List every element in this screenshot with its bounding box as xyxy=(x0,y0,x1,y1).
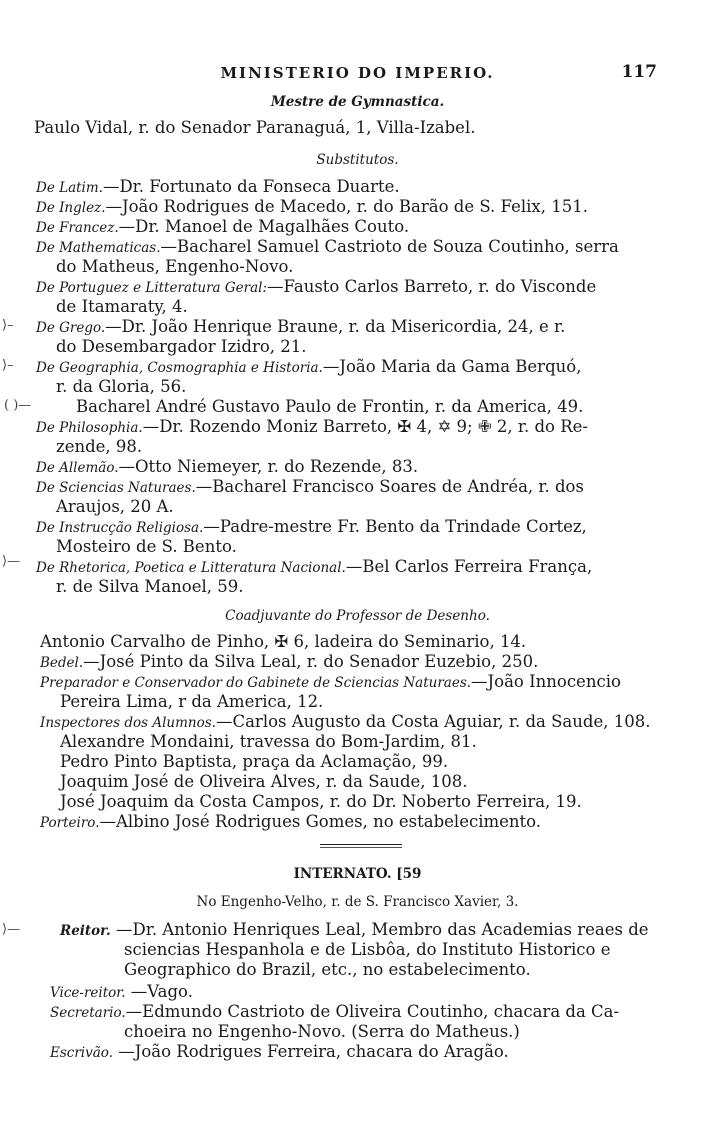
entry-line: Antonio Carvalho de Pinho, ✠ 6, ladeira do Seminario, 14. xyxy=(40,632,527,651)
entry-line: Vice-reitor. —Vago. xyxy=(50,982,193,1001)
entry-line: do Desembargador Izidro, 21. xyxy=(56,337,307,356)
entry-line: Inspectores dos Alumnos.—Carlos Augusto da Costa Aguiar, r. da Saude, 108. xyxy=(40,712,651,731)
entry-line: De Mathematicas.—Bacharel Samuel Castrioto de Souza Coutinho, serra xyxy=(36,237,619,256)
entry-line: De Philosophia.—Dr. Rozendo Moniz Barreto, ✠ 4, ✡ 9; ✙ 2, r. do Re- xyxy=(36,417,588,436)
entry-line: Porteiro.—Albino José Rodrigues Gomes, no estabelecimento. xyxy=(40,812,542,831)
entry-line: r. de Silva Manoel, 59. xyxy=(56,577,244,596)
entry-line: Pereira Lima, r da America, 12. xyxy=(60,692,324,711)
section-subheading: No Engenho-Velho, r. de S. Francisco Xavier, 3. xyxy=(196,894,519,910)
margin-mark-icon: ⟩– xyxy=(2,318,14,333)
entry-line: Mosteiro de S. Bento. xyxy=(56,537,237,556)
running-head: MINISTERIO DO IMPERIO. xyxy=(220,64,495,82)
entry-line: de Itamaraty, 4. xyxy=(56,297,188,316)
entry-line: Reitor. —Dr. Antonio Henriques Leal, Membro das Academias reaes de xyxy=(60,920,649,939)
entry-line: Araujos, 20 A. xyxy=(56,497,174,516)
entry-line: De Inglez.—João Rodrigues de Macedo, r. do Barão de S. Felix, 151. xyxy=(36,197,588,216)
entry-line: Paulo Vidal, r. do Senador Paranaguá, 1, Villa-Izabel. xyxy=(34,118,476,137)
divider-rule xyxy=(320,844,402,845)
entry-line: De Sciencias Naturaes.—Bacharel Francisco Soares de Andréa, r. dos xyxy=(36,477,584,496)
entry-line: De Rhetorica, Poetica e Litteratura Nacional.—Bel Carlos Ferreira França, xyxy=(36,557,593,576)
entry-line: do Matheus, Engenho-Novo. xyxy=(56,257,294,276)
entry-line: Preparador e Conservador do Gabinete de Sciencias Naturaes.—João Innocencio xyxy=(40,672,621,691)
entry-line: Bedel.—José Pinto da Silva Leal, r. do Senador Euzebio, 250. xyxy=(40,652,539,671)
margin-mark-icon: ⟩— xyxy=(2,922,21,937)
margin-mark-icon: ⟩– xyxy=(2,358,14,373)
entry-line: De Instrucção Religiosa.—Padre-mestre Fr. Bento da Trindade Cortez, xyxy=(36,517,587,536)
entry-line: De Francez.—Dr. Manoel de Magalhães Couto. xyxy=(36,217,410,236)
entry-line: De Grego.—Dr. João Henrique Braune, r. da Misericordia, 24, e r. xyxy=(36,317,566,336)
page-number: 117 xyxy=(621,62,657,82)
entry-line: Alexandre Mondaini, travessa do Bom-Jardim, 81. xyxy=(60,732,477,751)
entry-line: José Joaquim da Costa Campos, r. do Dr. Noberto Ferreira, 19. xyxy=(60,792,582,811)
entry-line: Secretario.—Edmundo Castrioto de Oliveira Coutinho, chacara da Ca- xyxy=(50,1002,620,1021)
entry-line: Joaquim José de Oliveira Alves, r. da Saude, 108. xyxy=(60,772,468,791)
entry-line: De Allemão.—Otto Niemeyer, r. do Rezende, 83. xyxy=(36,457,419,476)
entry-line: Escrivão. —João Rodrigues Ferreira, chacara do Aragão. xyxy=(50,1042,509,1061)
divider-rule xyxy=(320,847,402,848)
section-heading: Mestre de Gymnastica. xyxy=(270,94,445,110)
entry-line: choeira no Engenho-Novo. (Serra do Matheus.) xyxy=(124,1022,520,1041)
margin-mark-icon: ⟩— xyxy=(2,554,21,569)
entry-line: De Portuguez e Litteratura Geral:—Fausto Carlos Barreto, r. do Visconde xyxy=(36,277,597,296)
entry-line: Geographico do Brazil, etc., no estabelecimento. xyxy=(124,960,531,979)
entry-line: De Geographia, Cosmographia e Historia.—João Maria da Gama Berquó, xyxy=(36,357,582,376)
entry-line: r. da Gloria, 56. xyxy=(56,377,187,396)
section-heading: Coadjuvante do Professor de Desenho. xyxy=(225,608,490,624)
section-heading: Substitutos. xyxy=(316,152,399,168)
section-heading: INTERNATO. [59 xyxy=(293,866,422,882)
entry-line: Bacharel André Gustavo Paulo de Frontin, r. da America, 49. xyxy=(76,397,584,416)
entry-line: De Latim.—Dr. Fortunato da Fonseca Duarte. xyxy=(36,177,400,196)
entry-line: sciencias Hespanhola e de Lisbôa, do Instituto Historico e xyxy=(124,940,611,959)
entry-line: Pedro Pinto Baptista, praça da Aclamação, 99. xyxy=(60,752,449,771)
entry-line: zende, 98. xyxy=(56,437,143,456)
margin-mark-icon: ( )— xyxy=(4,398,32,413)
